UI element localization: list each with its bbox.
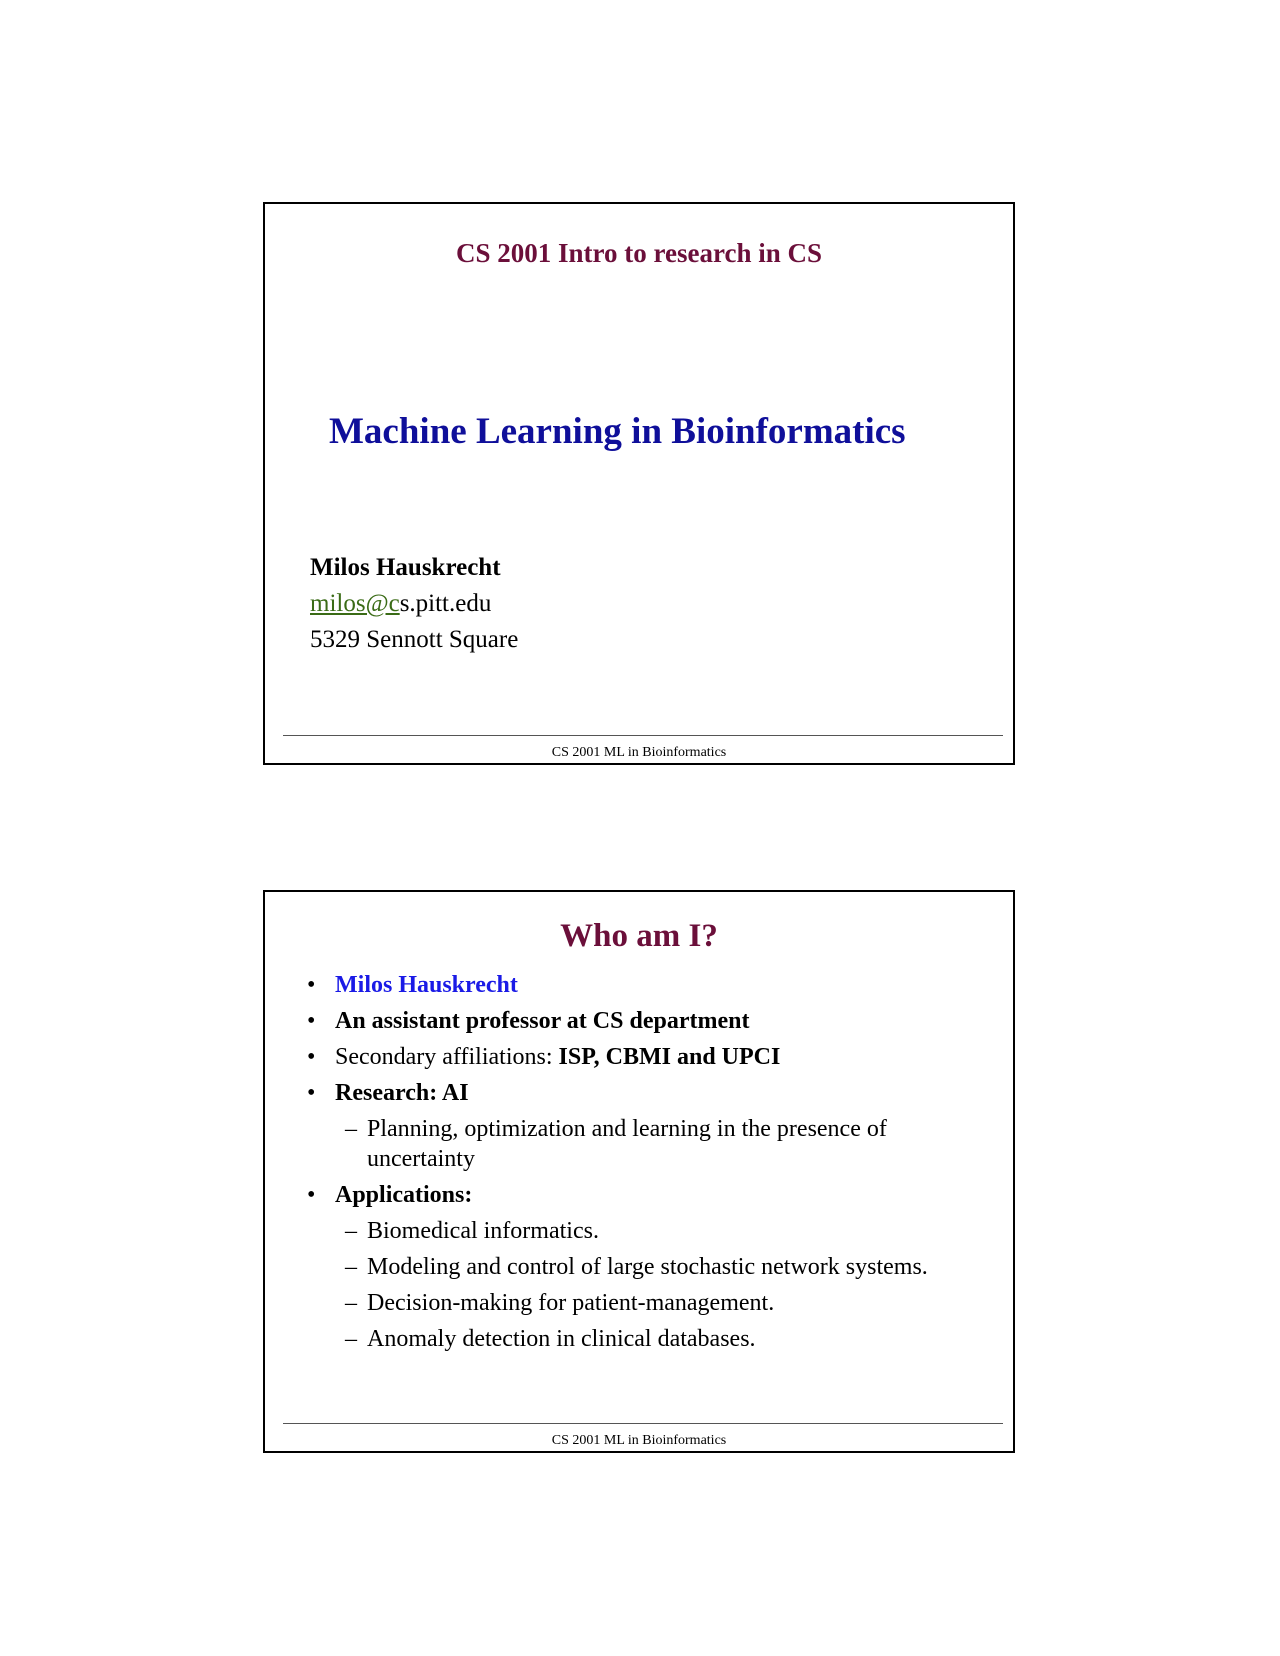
slide-title: Who am I? xyxy=(560,918,718,954)
bullet-dot: • xyxy=(307,1008,316,1034)
affiliations-list: ISP, CBMI and UPCI xyxy=(558,1044,781,1070)
sub-bullet-item xyxy=(307,1252,983,1282)
author-email xyxy=(310,586,518,622)
affiliations-prefix: Secondary affiliations: xyxy=(335,1044,559,1070)
email-link[interactable]: milos@c xyxy=(310,590,400,617)
sub-bullet-item xyxy=(307,1216,983,1246)
bullet-dash: – xyxy=(345,1326,357,1352)
author-block xyxy=(310,550,518,658)
sub-bullet-item xyxy=(307,1288,983,1318)
bullet-dash: – xyxy=(345,1218,357,1244)
application-item: Decision-making for patient-management. xyxy=(367,1290,775,1316)
bullet-name: Milos Hauskrecht xyxy=(335,972,518,998)
application-item: Anomaly detection in clinical databases. xyxy=(367,1326,756,1352)
email-domain: s.pitt.edu xyxy=(399,590,492,617)
bullet-item xyxy=(307,1042,983,1072)
sub-bullet-item xyxy=(307,1324,983,1354)
main-title: Machine Learning in Bioinformatics xyxy=(329,411,906,452)
bullet-applications: Applications: xyxy=(335,1182,473,1208)
slide-footer: CS 2001 ML in Bioinformatics xyxy=(551,1433,727,1448)
application-item: Modeling and control of large stochastic network systems. xyxy=(367,1254,928,1280)
bullet-item xyxy=(307,1078,983,1108)
application-item: Biomedical informatics. xyxy=(367,1218,599,1244)
research-detail: Planning, optimization and learning in the presence of uncertainty xyxy=(367,1116,887,1172)
course-title: CS 2001 Intro to research in CS xyxy=(455,238,823,268)
bullet-dash: – xyxy=(345,1290,357,1316)
slide-footer: CS 2001 ML in Bioinformatics xyxy=(551,745,727,760)
bullet-dot: • xyxy=(307,1080,316,1106)
bullet-dot: • xyxy=(307,1044,316,1070)
bullet-dash: – xyxy=(345,1254,357,1280)
bullet-research: Research: AI xyxy=(335,1080,469,1106)
bullet-list xyxy=(307,970,983,1360)
bullet-item xyxy=(307,1006,983,1036)
footer-divider xyxy=(283,1423,1003,1424)
bullet-position: An assistant professor at CS department xyxy=(335,1008,750,1034)
bullet-dot: • xyxy=(307,972,316,998)
author-name: Milos Hauskrecht xyxy=(310,554,501,581)
slide-2 xyxy=(263,890,1015,1453)
bullet-item xyxy=(307,1180,983,1210)
footer-divider xyxy=(283,735,1003,736)
bullet-dash: – xyxy=(345,1116,357,1142)
bullet-item xyxy=(307,970,983,1000)
bullet-dot: • xyxy=(307,1182,316,1208)
author-office: 5329 Sennott Square xyxy=(310,626,519,653)
sub-bullet-item xyxy=(307,1114,983,1174)
slide-1 xyxy=(263,202,1015,765)
